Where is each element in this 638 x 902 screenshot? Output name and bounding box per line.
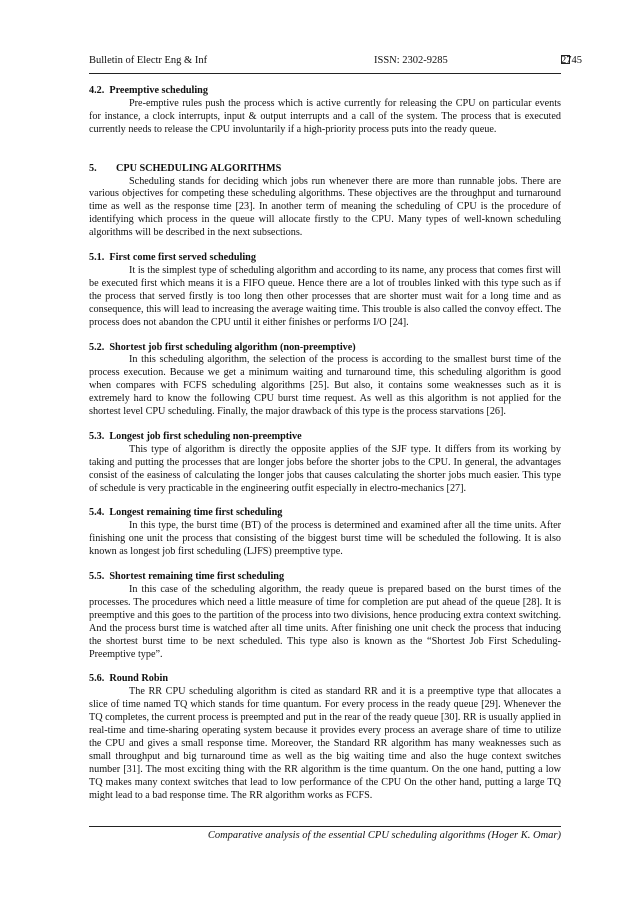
section-body: The RR CPU scheduling algorithm is cited as standard RR and it is a preemptive type that allocates a slice of time named TQ which stands for time quantum. For every process in the ready queue [29]. Whenever the TQ completes, the current process is preempted and put in the rear of the ready queue [30]. RR is usually applied in real-time and time-sharing operating system because it provides every process an average share of time to utilize the CPU and gives a small response time. Moreover, the Standard RR algorithm has many weaknesses such as small throughput and big turnaround time as well as the big waiting time and also the huge context switches number [31]. The most exciting thing with the RR algorithm is the time quantum. On the one hand, putting a low TQ makes many context switches that lead to low performance of the CPU On the other hand, putting a large TQ might lead to a bad response time. The RR algorithm works as FCFS. (89, 686, 561, 801)
section-body: It is the simplest type of scheduling algorithm and according to its name, any process that comes first will be executed first which means it is a FIFO queue. Hence there are a lot of troubles linked with this type such as if the process that served firstly is too long then other processes that are shorter must wait for a long time and as consequence, this will lead to increasing the average waiting time. This trouble is also called the convoy effect. The process does not abandon the CPU until it either finishes or performs I/O [24]. (89, 264, 561, 328)
section-5-6 (89, 673, 561, 802)
section-body: This type of algorithm is directly the opposite applies of the SJF type. It differs from its working by taking and putting the processes that are longer jobs before the shorter jobs to the CPU. In general, the advantages consist of the easiness of calculating the longer jobs that causes calculating the shorter jobs much easier. This type of schedule is very practicable in the engineering outfit especially in electro-mechanics [27]. (89, 443, 561, 494)
section-title: Preemptive scheduling (109, 85, 208, 96)
running-header (89, 55, 582, 71)
section-heading (89, 163, 561, 176)
section-5 (89, 163, 561, 240)
header-rule (89, 73, 561, 74)
section-title: Shortest job first scheduling algorithm (non-preemptive) (109, 341, 356, 353)
section-4-2 (89, 85, 561, 137)
section-title: Shortest remaining time first scheduling (109, 571, 285, 583)
section-body: In this type, the burst time (BT) of the process is determined and examined after all the time units. After finishing one unit the process that consisting of the biggest burst time will be scheduled the following. It is also known as longest job first scheduling (LJFS) preemptive type. (89, 520, 561, 558)
section-heading (89, 431, 561, 444)
section-number: 5.4. (89, 507, 105, 519)
section-number: 5.5. (89, 571, 105, 583)
section-heading (89, 571, 561, 584)
section-title: Round Robin (109, 673, 168, 685)
footer-rule (89, 826, 561, 827)
section-body: Scheduling stands for deciding which jobs run whenever there are more than runnable jobs. There are various objectives for competing these scheduling algorithms. These objectives are the throughput and turnaround time as well as the response time [23]. In another term of meaning the scheduling of CPU is the procedure of identifying which process in the queue will allocate firstly to the CPU. Many types of well-known scheduling algorithms will be described in the next subsections. (89, 175, 561, 239)
section-number: 5.1. (89, 252, 105, 264)
section-5-2 (89, 342, 561, 419)
section-heading (89, 673, 561, 686)
section-body: In this case of the scheduling algorithm, the ready queue is prepared based on the burst times of the processes. The procedures which need a little measure of time for completion are put ahead of the queue [28]. It is preemptive and this goes to the partition of the process into two divisions, hence producing extra context switching. And the process burst time is watched after all time units. After finishing one unit check the process that inducing the shortest burst time to be next scheduled. This type also is known as the “Shortest Job First Scheduling-Preemptive type”. (89, 584, 561, 660)
section-heading (89, 252, 561, 265)
section-heading (89, 507, 561, 520)
section-number: 5. (89, 162, 97, 174)
section-body: Pre-emptive rules push the process which is active currently for releasing the CPU on particular events for instance, a clock interrupts, input & output interrupts and a call of the system. The process that is executed currently needs to release the CPU involuntarily if a high-priority process puts into the ready queue. (89, 97, 561, 135)
section-number: 5.3. (89, 430, 105, 442)
running-footer: Comparative analysis of the essential CPU scheduling algorithms (Hoger K. Omar) (207, 830, 561, 841)
section-title: CPU SCHEDULING ALGORITHMS (116, 162, 282, 174)
section-title: Longest job first scheduling non-preemptive (109, 430, 302, 442)
journal-name: Bulletin of Electr Eng & Inf (89, 55, 208, 66)
section-title: First come first served scheduling (109, 252, 256, 264)
section-body: In this scheduling algorithm, the selection of the process is according to the smallest burst time of the process execution. Because we get a minimum waiting and turnaround time, this scheduling algorithm is good when compares with FCFS scheduling algorithms [25]. But also, it contains some weaknesses such as it is extremely hard to know the following CPU burst time request. As well as this algorithm is not applied for the shortest level CPU scheduling. Finally, the major drawback of this type is the process starvations [26]. (89, 354, 561, 418)
section-5-5 (89, 571, 561, 661)
section-number: 5.6. (89, 673, 105, 685)
section-5-4 (89, 507, 561, 559)
section-heading (89, 342, 561, 355)
section-5-3 (89, 431, 561, 496)
section-number: 4.2. (89, 85, 105, 96)
section-title: Longest remaining time first scheduling (109, 507, 283, 519)
page-number: 2745 (561, 55, 582, 66)
section-heading (89, 85, 561, 98)
issn: ISSN: 2302-9285 (374, 55, 448, 66)
section-number: 5.2. (89, 341, 105, 353)
section-5-1 (89, 252, 561, 329)
main-content (89, 85, 561, 803)
